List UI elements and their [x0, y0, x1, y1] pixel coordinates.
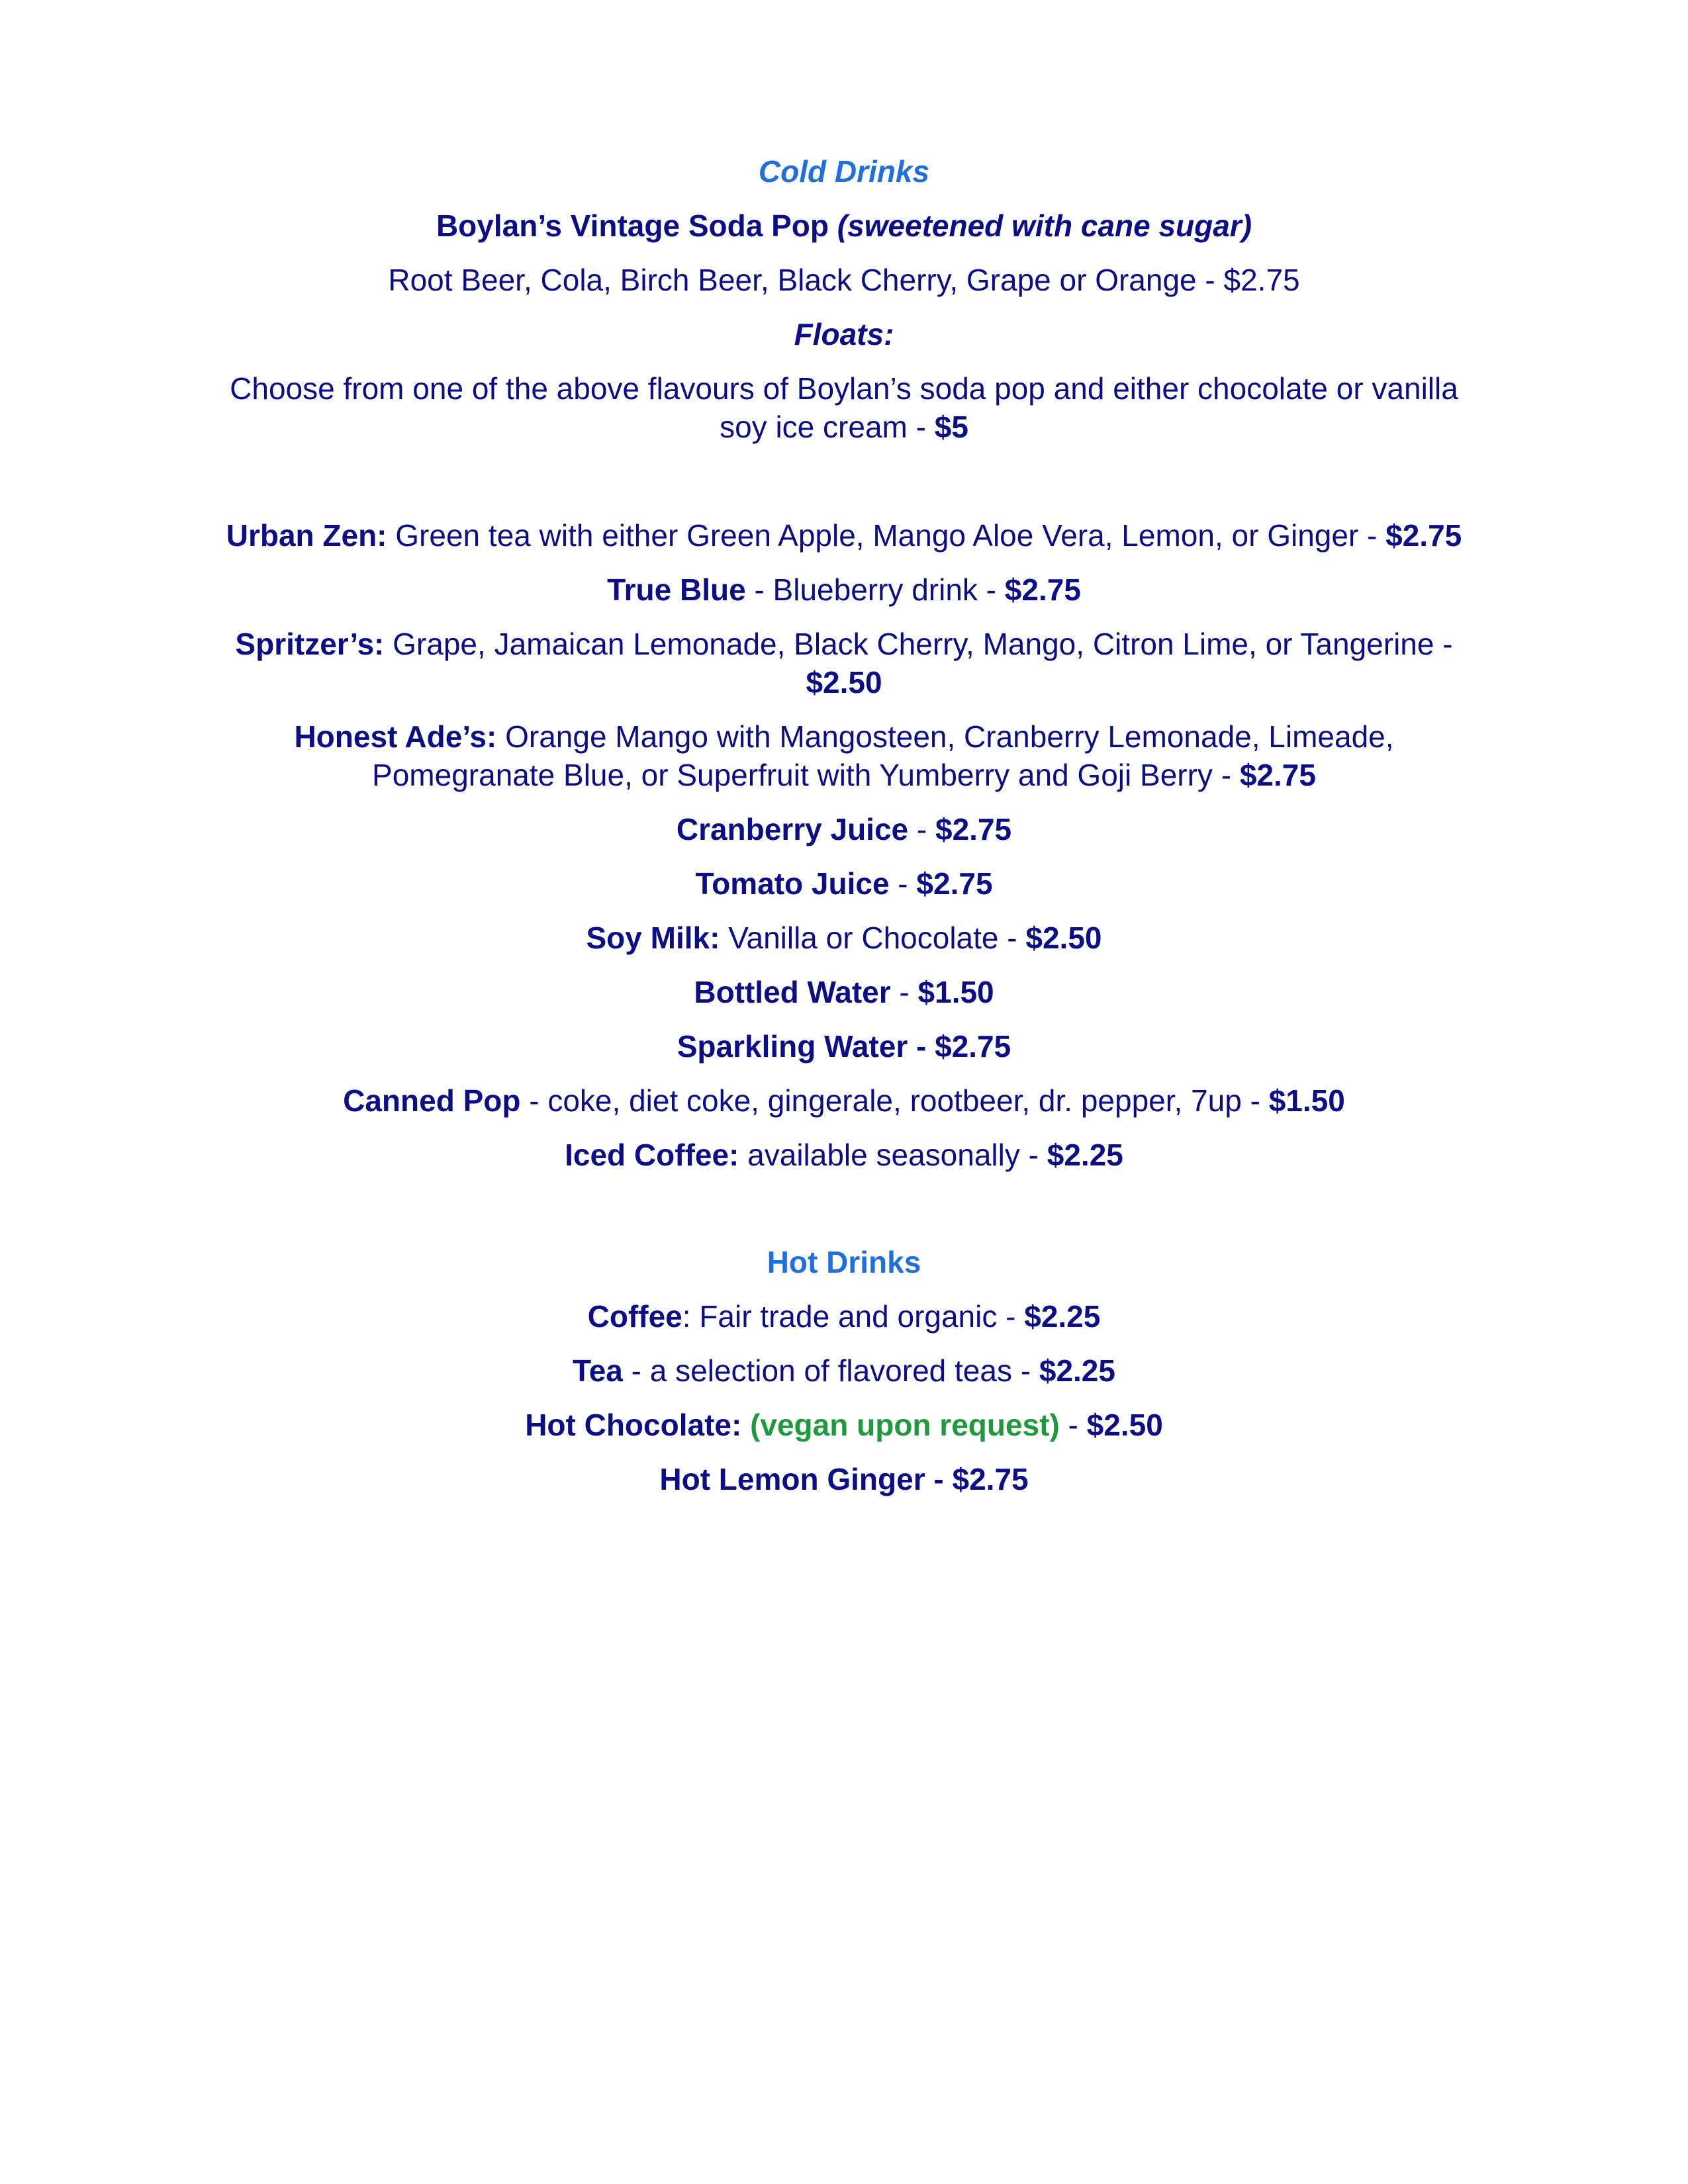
- item-sep: -: [908, 812, 936, 846]
- item-desc: Vanilla or Chocolate -: [720, 921, 1026, 955]
- item-price: $2.75: [935, 812, 1012, 846]
- menu-item-iced-coffee: [165, 1136, 1523, 1174]
- item-desc: : Fair trade and organic -: [682, 1299, 1025, 1334]
- drinks-menu: [165, 152, 1523, 1498]
- item-desc: Grape, Jamaican Lemonade, Black Cherry, Mango, Citron Lime, or Tangerine -: [384, 627, 1453, 661]
- boylan-name: Boylan’s Vintage Soda Pop: [436, 208, 837, 243]
- item-desc: Green tea with either Green Apple, Mango Aloe Vera, Lemon, or Ginger -: [387, 518, 1386, 553]
- menu-item-soy-milk: [165, 919, 1523, 957]
- item-name: Hot Chocolate:: [525, 1408, 742, 1442]
- item-price: $1.50: [1268, 1083, 1345, 1118]
- item-desc: Pomegranate Blue, or Superfruit with Yumberry and Goji Berry -: [372, 758, 1240, 792]
- item-price: $2.50: [1086, 1408, 1163, 1442]
- boylan-title: [165, 206, 1523, 245]
- menu-item-bottled-water: [165, 973, 1523, 1011]
- spacer: [165, 446, 1523, 516]
- boylan-note: (sweetened with cane sugar): [837, 208, 1252, 243]
- menu-item-cranberry-juice: [165, 810, 1523, 848]
- floats-title: Floats:: [794, 317, 894, 351]
- menu-item-coffee: [165, 1297, 1523, 1336]
- item-price: $2.25: [1024, 1299, 1101, 1334]
- honest-ades-line2: [165, 756, 1523, 794]
- item-name: Coffee: [587, 1299, 682, 1334]
- menu-item-spritzers: [165, 625, 1523, 663]
- floats-desc-line1: Choose from one of the above flavours of Boylan’s soda pop and either chocolate or vanilla: [230, 371, 1458, 406]
- item-name: Soy Milk:: [586, 921, 720, 955]
- item-name: Tomato Juice: [695, 866, 890, 901]
- item-price: $2.75: [1239, 758, 1316, 792]
- item-name: Urban Zen:: [226, 518, 387, 553]
- spacer: [165, 1174, 1523, 1243]
- menu-item-hot-lemon-ginger: Hot Lemon Ginger - $2.75: [659, 1462, 1029, 1496]
- item-price: $2.75: [1004, 572, 1081, 607]
- menu-item-sparkling-water: Sparkling Water - $2.75: [677, 1029, 1011, 1064]
- item-name: Canned Pop: [343, 1083, 521, 1118]
- floats-desc-text: soy ice cream -: [720, 410, 935, 444]
- item-name: Spritzer’s:: [235, 627, 385, 661]
- item-desc: available seasonally -: [739, 1138, 1047, 1172]
- cold-drinks-heading: Cold Drinks: [758, 154, 930, 189]
- item-name: Tea: [573, 1353, 623, 1388]
- item-price: $1.50: [917, 975, 994, 1009]
- item-name: True Blue: [607, 572, 746, 607]
- menu-item-true-blue: [165, 570, 1523, 609]
- item-price: $2.75: [916, 866, 993, 901]
- boylan-flavors: Root Beer, Cola, Birch Beer, Black Cherry, Grape or Orange - $2.75: [388, 263, 1300, 297]
- item-name: Iced Coffee:: [565, 1138, 739, 1172]
- menu-item-tomato-juice: [165, 864, 1523, 903]
- item-desc: - coke, diet coke, gingerale, rootbeer, dr. pepper, 7up -: [520, 1083, 1269, 1118]
- item-price: $2.75: [1385, 518, 1462, 553]
- item-desc: - a selection of flavored teas -: [622, 1353, 1039, 1388]
- item-price: $2.25: [1047, 1138, 1123, 1172]
- item-name: Bottled Water: [694, 975, 891, 1009]
- menu-item-urban-zen: [165, 516, 1523, 555]
- item-price: $2.50: [1025, 921, 1102, 955]
- item-desc: Orange Mango with Mangosteen, Cranberry Lemonade, Limeade,: [496, 719, 1394, 754]
- menu-item-hot-chocolate: [165, 1406, 1523, 1444]
- menu-item-tea: [165, 1351, 1523, 1390]
- item-price: $2.50: [806, 665, 882, 700]
- item-name: Honest Ade’s:: [294, 719, 497, 754]
- menu-item-honest-ades: [165, 717, 1523, 756]
- hot-drinks-heading: Hot Drinks: [767, 1245, 921, 1279]
- item-price: $2.25: [1039, 1353, 1115, 1388]
- menu-item-canned-pop: [165, 1081, 1523, 1120]
- item-name: Cranberry Juice: [676, 812, 909, 846]
- floats-price: $5: [934, 410, 968, 444]
- item-desc: - Blueberry drink -: [745, 572, 1005, 607]
- floats-desc-line2: [165, 408, 1523, 446]
- item-sep: -: [890, 975, 918, 1009]
- vegan-note: (vegan upon request): [741, 1408, 1060, 1442]
- item-sep: -: [889, 866, 917, 901]
- item-sep: -: [1059, 1408, 1087, 1442]
